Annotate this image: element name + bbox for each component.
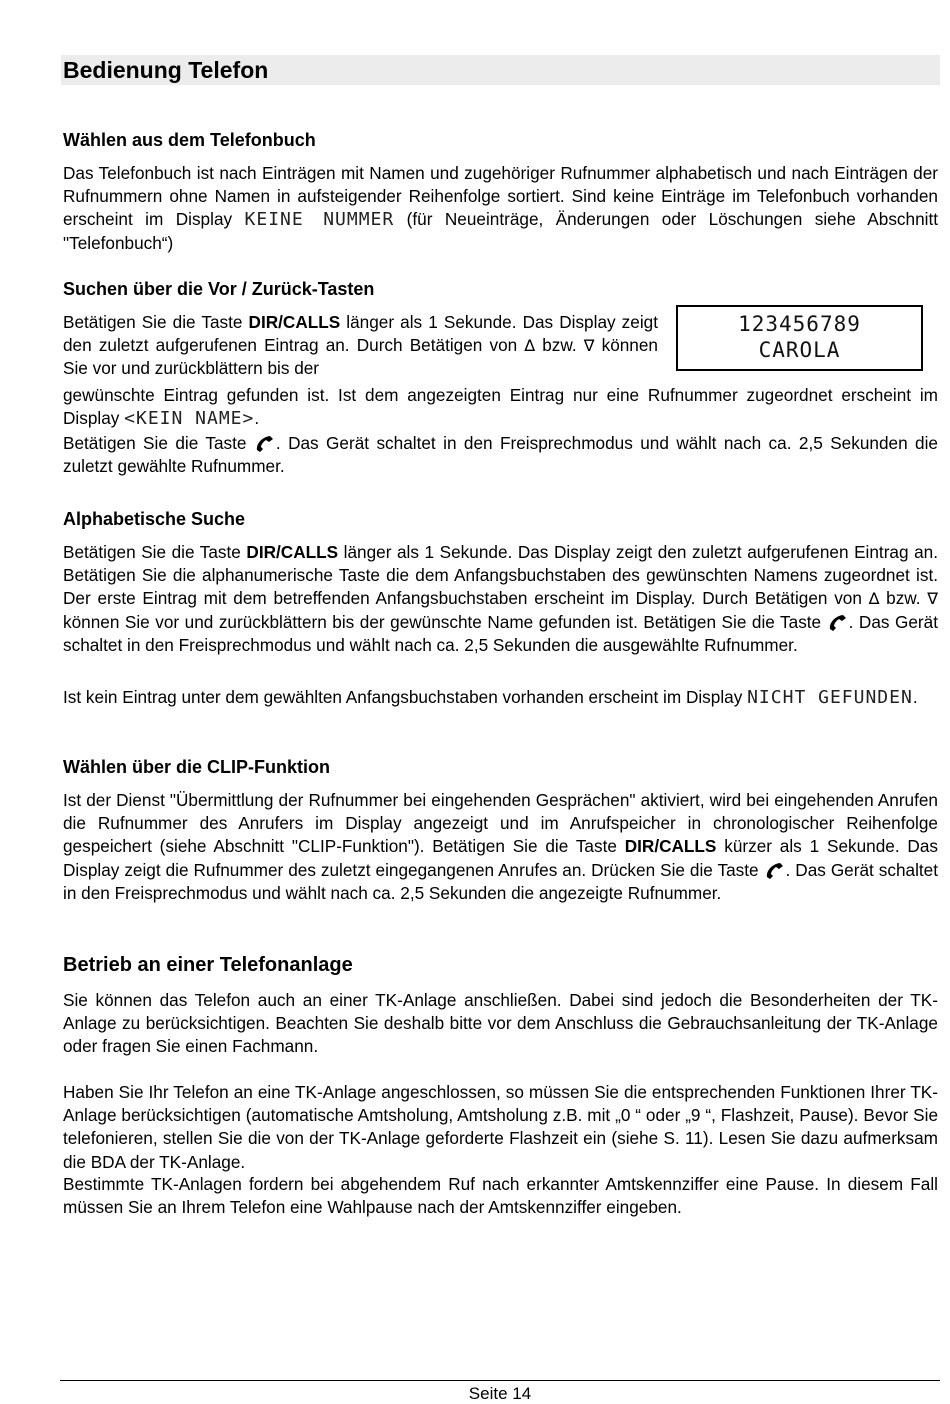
text-segment: länger als 1 Sekunde. Das Display zeigt den zuletzt aufgerufenen Eintrag an. Betätigen Sie die alphanumerische Taste die dem Anfangsbuchstaben des gewünschten Namens zugeordnet ist. Der erste Eintrag mit dem betreffenden Anfangsbuchstaben erscheint im Display. Durch Betätigen von [63, 542, 938, 609]
lcd-text-nicht-gefunden: NICHT GEFUNDEN [747, 687, 913, 708]
lcd-text-keine-nummer: KEINE NUMMER [244, 209, 395, 231]
text-segment: Das Telefonbuch ist nach Einträgen mit Namen und zugehöriger Rufnummer alphabetisch und nach Einträgen der Rufnummern ohne Namen in aufsteigender Reihenfolge sortiert. Sind keine Einträge im Telefonbuch vorhanden erscheint im Display [63, 163, 938, 230]
text-segment: . [912, 687, 918, 707]
handset-icon [764, 861, 786, 879]
text-segment: (für Neueinträge, Änderungen oder Löschungen siehe Abschnitt "Telefonbuch“) [63, 209, 938, 253]
paragraph-telefonbuch [63, 162, 938, 255]
text-segment: können Sie vor und zurückblättern bis der gewünschte Name gefunden ist. Betätigen Sie die Taste [63, 611, 827, 632]
paragraph-vor-zurueck-2 [63, 384, 938, 430]
up-triangle-icon: ∆ [868, 589, 880, 609]
lcd-text-kein-name: <KEIN NAME> [124, 408, 255, 430]
text-segment: können Sie vor und zurückblättern bis der [63, 335, 658, 379]
paragraph-telefonanlage-1: Sie können das Telefon auch an einer TK-Anlage anschließen. Dabei sind jedoch die Besonderheiten der TK-Anlage zu berücksichtigen. Beachten Sie deshalb bitte vor dem Anschluss die Gebrauchsanleitung der TK-Anlage oder fragen Sie einen Fachmann. [63, 990, 938, 1057]
text-segment: . [254, 408, 260, 429]
text-segment: Betätigen Sie die Taste [63, 312, 249, 332]
handset-icon [254, 434, 276, 452]
paragraph-alphabetisch-2 [63, 686, 938, 709]
text-segment: . Das Gerät schaltet in den Freisprechmodus und wählt nach ca. 2,5 Sekunden die ausgewählte Rufnummer. [63, 611, 938, 655]
down-triangle-icon: ∇ [927, 589, 938, 609]
paragraph-clip [63, 789, 938, 905]
page-title: Bedienung Telefon [63, 57, 269, 83]
text-segment: bzw. [879, 588, 928, 609]
text-segment: . Das Gerät schaltet in den Freisprechmodus und wählt nach ca. 2,5 Sekunden die zuletzt gewählte Rufnummer. [63, 433, 938, 477]
lcd-line-number: 123456789 [738, 312, 861, 336]
text-segment: Ist der Dienst "Übermittlung der Rufnummer bei eingehenden Gesprächen" aktiviert, wird bei eingehenden Anrufen die Rufnummer des Anrufers im Display angezeigt und im Anrufspeicher in chronologischer Reihenfolge gespeichert (siehe Abschnitt "CLIP-Funktion"). Betätigen Sie die Taste [63, 790, 938, 857]
heading-telefonbuch: Wählen aus dem Telefonbuch [63, 130, 316, 150]
text-segment: . Das Gerät schaltet in den Freisprechmodus und wählt nach ca. 2,5 Sekunden die angezeigte Rufnummer. [63, 859, 938, 903]
text-segment: kürzer als 1 Sekunde. Das Display zeigt die Rufnummer des zuletzt eingegangenen Anrufes an. Drücken Sie die Taste [63, 836, 938, 880]
key-dir-calls: DIR/CALLS [248, 312, 341, 332]
text-segment: Ist kein Eintrag unter dem gewählten Anfangsbuchstaben vorhanden erscheint im Display [63, 687, 748, 707]
footer-divider [60, 1380, 940, 1381]
heading-vor-zurueck: Suchen über die Vor / Zurück-Tasten [63, 279, 375, 299]
handset-icon [827, 613, 849, 631]
text-segment: Betätigen Sie die Taste [63, 433, 254, 453]
heading-alphabetisch: Alphabetische Suche [63, 509, 246, 529]
text-segment: Betätigen Sie die Taste [63, 542, 247, 562]
paragraph-vor-zurueck-3 [63, 432, 938, 478]
text-segment: gewünschte Eintrag gefunden ist. Ist dem angezeigten Eintrag nur eine Rufnummer zugeordnet erscheint im Display [63, 385, 938, 429]
lcd-display-illustration [676, 305, 923, 371]
text-segment: länger als 1 Sekunde. Das Display zeigt den zuletzt aufgerufenen Eintrag an. Durch Betätigen von [63, 312, 658, 356]
paragraph-telefonanlage-2: Haben Sie Ihr Telefon an eine TK-Anlage angeschlossen, so müssen Sie die entsprechenden Funktionen Ihrer TK-Anlage berücksichtigen (automatische Amtsholung, Amtsholung z.B. mit „0 “ oder „9 “, Flashzeit, Pause). Bevor Sie telefonieren, stellen Sie die von der TK-Anlage geforderte Flashzeit ein (siehe S. 11). Lesen Sie dazu aufmerksam die BDA der TK-Anlage. [63, 1082, 938, 1172]
paragraph-vor-zurueck-1 [63, 311, 658, 381]
key-dir-calls: DIR/CALLS [246, 542, 339, 562]
down-triangle-icon: ∇ [583, 336, 595, 356]
heading-telefonanlage: Betrieb an einer Telefonanlage [63, 954, 353, 976]
key-dir-calls: DIR/CALLS [624, 836, 717, 857]
page-number: Seite 14 [468, 1384, 532, 1403]
lcd-line-name: CAROLA [758, 338, 841, 362]
text-segment: bzw. [535, 335, 584, 356]
paragraph-alphabetisch-1 [63, 541, 938, 657]
paragraph-telefonanlage-3: Bestimmte TK-Anlagen fordern bei abgehendem Ruf nach erkannter Amtskennziffer eine Pause. In diesem Fall müssen Sie an Ihrem Telefon eine Wahlpause nach der Amtskennziffer eingeben. [63, 1174, 938, 1218]
heading-clip: Wählen über die CLIP-Funktion [63, 757, 330, 777]
up-triangle-icon: ∆ [524, 336, 536, 356]
